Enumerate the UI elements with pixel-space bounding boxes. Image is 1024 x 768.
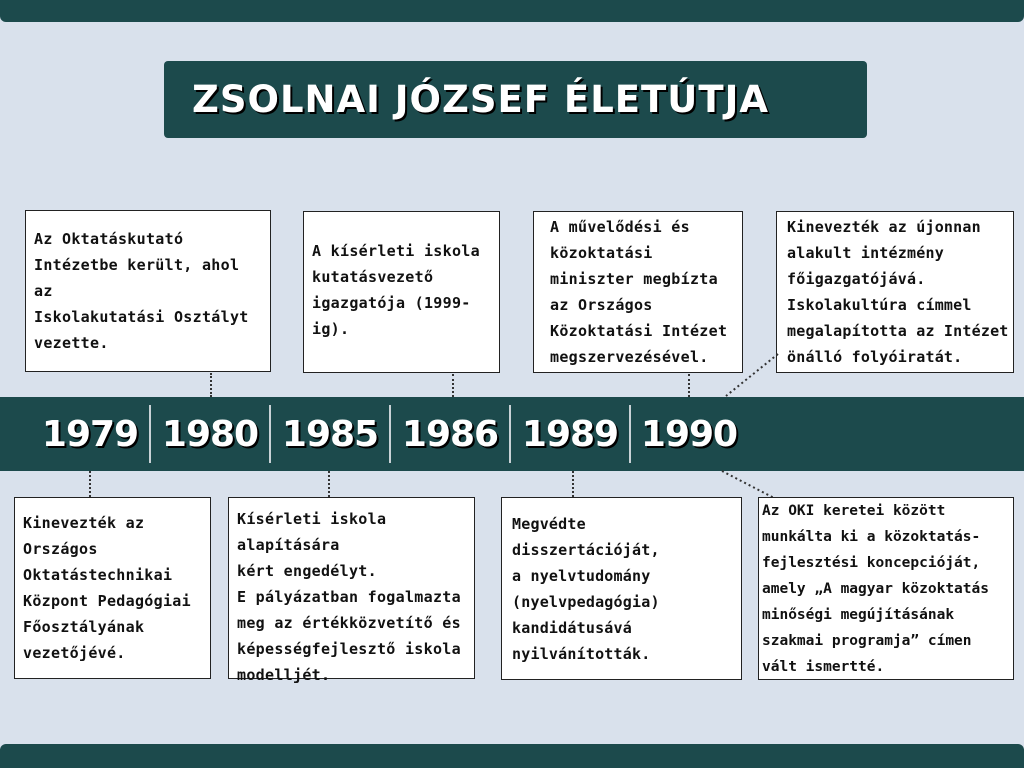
bottom-bar <box>0 744 1024 768</box>
year-1986: 1986 <box>401 413 499 455</box>
event-box-1990-c <box>758 497 1014 680</box>
year-1979: 1979 <box>41 413 139 455</box>
event-box-1990-b <box>776 211 1014 373</box>
title-banner <box>164 61 867 138</box>
event-text-1986: A kísérleti iskola kutatásvezető igazgatója (1999-ig). <box>312 242 480 338</box>
event-text-1980: Az Oktatáskutató Intézetbe került, ahol az Iskolakutatási Osztályt vezette. <box>34 230 249 352</box>
event-box-1989 <box>501 497 742 680</box>
connector-1990-a <box>688 374 690 397</box>
event-text-1990-a: A művelődési és közoktatási miniszter megbízta az Országos Közoktatási Intézet megszervezésével. <box>550 218 728 366</box>
year-1985: 1985 <box>281 413 379 455</box>
event-text-1979: Kinevezték az Országos Oktatástechnikai Központ Pedagógiai Főosztályának vezetőjévé. <box>23 514 191 662</box>
year-1989: 1989 <box>521 413 619 455</box>
event-box-1985 <box>228 497 475 684</box>
connector-1986 <box>452 374 454 397</box>
connector-1989 <box>572 471 574 497</box>
event-text-1985: Kísérleti iskola alapítására kért engedélyt. E pályázatban fogalmazta meg az értékközvetítő és képességfejlesztő iskola modelljét. <box>237 510 461 684</box>
connector-1980 <box>210 373 212 397</box>
event-text-1989: Megvédte disszertációját, a nyelvtudomány (nyelvpedagógia) kandidátusává nyilvánították. <box>512 514 660 663</box>
year-1990: 1990 <box>640 413 738 455</box>
connector-1990-b <box>722 352 780 398</box>
event-box-1986 <box>303 211 500 373</box>
year-1980: 1980 <box>161 413 259 455</box>
top-bar <box>0 0 1024 22</box>
event-text-1990-c: Az OKI keretei között munkálta ki a közoktatás- fejlesztési koncepcióját, amely „A magyar közoktatás minőségi megújításának szakmai programja” címen vált ismertté. <box>762 502 989 675</box>
event-box-1980 <box>25 210 271 372</box>
event-box-1990-a <box>533 211 743 373</box>
connector-1985 <box>328 471 330 497</box>
event-text-1990-b: Kinevezték az újonnan alakult intézmény főigazgatójává. Iskolakultúra címmel megalapította az Intézet önálló folyóiratát. <box>787 218 1009 366</box>
page-title: ZSOLNAI JÓZSEF ÉLETÚTJA <box>192 78 769 121</box>
event-box-1979 <box>14 497 211 679</box>
connector-1979 <box>89 471 91 497</box>
